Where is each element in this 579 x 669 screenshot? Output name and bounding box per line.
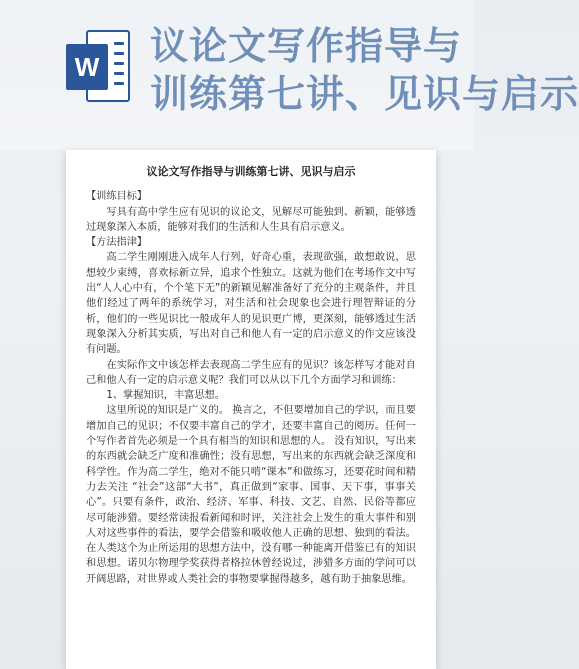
section-heading: 【训练目标】 — [86, 191, 148, 203]
body-paragraph: 1、掌握知识，丰富思想。 — [106, 390, 225, 402]
doc-line — [114, 72, 124, 75]
word-letter-badge: W — [66, 44, 108, 90]
document-title: 议论文写作指导与训练第七讲、见识与启示 — [146, 165, 356, 178]
doc-line — [114, 42, 124, 45]
banner-title — [150, 22, 579, 118]
body-paragraph: 高二学生刚刚进入成年人行列，好奇心重，表现欲强，敢想敢说，思想较少束缚，喜欢标新立异，追求个性独立。这就为他们在考场作文中写出“人人心中有，个个笔下无”的新颖见解准备好了充分的主观条件，并且他们经过了两年的系统学习，对生活和社会现象也会进行理智辩证的分析，他们的一些见识比一般成年人的见识更广博，更深刻，能够透过生活现象深入分析其实质，写出对自己和他人有一定的启示意义的作文应该没有问题。 — [86, 252, 416, 356]
banner-title-line1: 议论文写作指导与 — [150, 24, 463, 68]
banner — [0, 0, 579, 150]
doc-line — [114, 52, 124, 55]
document-page — [66, 150, 436, 669]
doc-line — [114, 82, 124, 85]
banner-title-line2: 训练第七讲、见识与启示 — [150, 72, 579, 116]
body-paragraph: 在实际作文中该怎样去表现高二学生应有的见识？该怎样写才能对自己和他人有一定的启示意义呢？我们可以从以下几个方面学习和训练： — [86, 359, 416, 386]
body-paragraph: 写具有高中学生应有见识的议论文，见解尽可能独到、新颖，能够透过现象深入本质，能够对我们的生活和人生具有启示意义。 — [86, 206, 416, 233]
word-document-icon — [66, 30, 130, 102]
doc-line — [114, 62, 124, 65]
section-heading: 【方法指津】 — [86, 237, 148, 249]
body-paragraph: 这里所说的知识是广义的。 换言之，不但要增加自己的学识，而且要增加自己的见识；不仅要丰富自己的学才，还要丰富自己的阅历。任何一个写作者首先必须是一个具有相当的知识和思想的人。 没有知识，写出来的东西就会缺乏广度和准确性；没有思想，写出来的东西就会缺乏深度和科学性。作为高二学生，绝对不能只啃“课本”和做练习，还要花时间和精力去关注 “社会”这部“大书”，真正做到“家事、国事、天下事，事事关心”。只要有条件，政治、经济、军事、科技、文艺、自然、民俗等都应尽可能涉猎。要经常读报看新闻和时评，关注社会上发生的重大事件和别人对这些事件的看法，要学会借鉴和吸收他人正确的思想、独到的看法。在人类这个为止所运用的思想方法中，没有哪一种能离开借鉴已有的知识和思想。诺贝尔物理学奖获得者格拉休曾经说过，涉猎多方面的学问可以开阔思路，对世界或人类社会的事物要掌握得越多，越有助于抽象思维。 — [86, 405, 416, 585]
paragraph-list — [86, 189, 416, 587]
document-body — [86, 164, 416, 587]
